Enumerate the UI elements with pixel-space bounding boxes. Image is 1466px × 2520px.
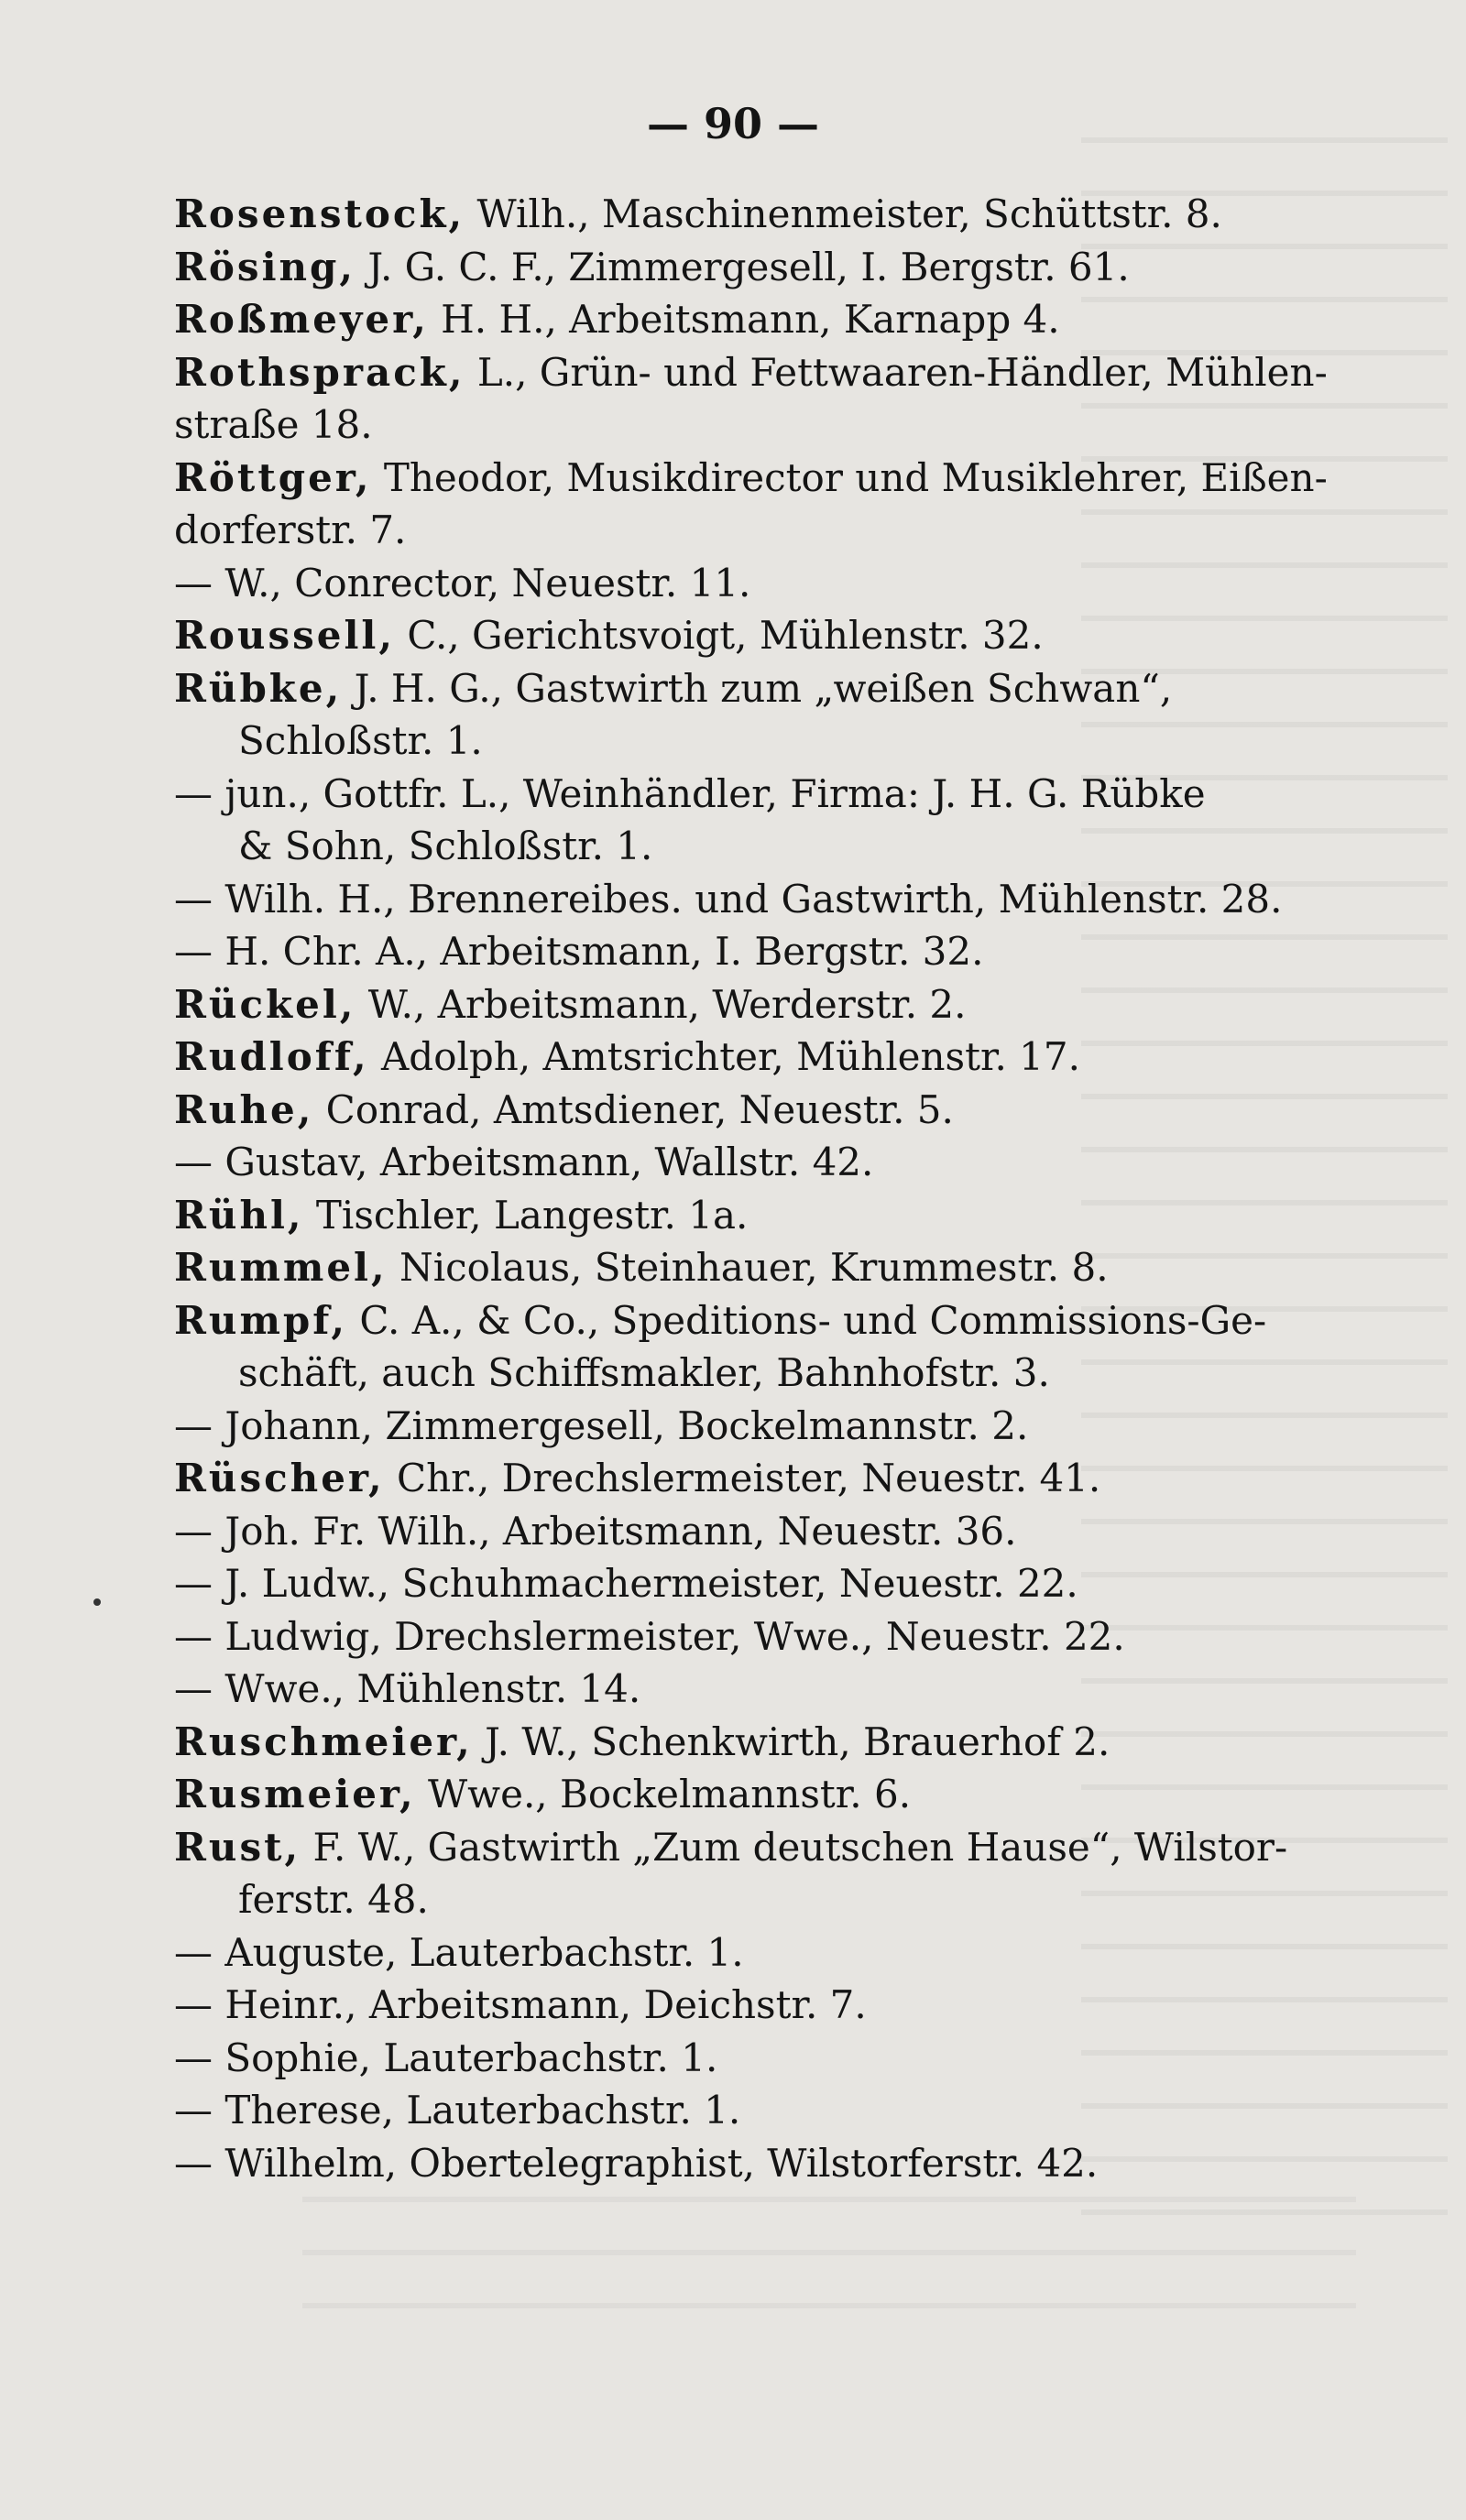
entry-details: — Johann, Zimmergesell, Bockelmannstr. 2. [174, 1402, 1029, 1448]
directory-line [174, 1452, 1365, 1505]
directory-line [174, 398, 1365, 452]
surname: Roßmeyer, [174, 297, 429, 342]
entry-details: J. G. C. F., Zimmergesell, I. Bergstr. 61. [356, 244, 1130, 289]
entry-details: Wilh., Maschinenmeister, Schüttstr. 8. [465, 191, 1222, 236]
directory-line [174, 1031, 1365, 1084]
entry-details: H. H., Arbeitsmann, Karnapp 4. [428, 297, 1060, 342]
surname: Roussell, [174, 613, 395, 658]
entry-details: — H. Chr. A., Arbeitsmann, I. Bergstr. 32. [174, 929, 984, 974]
bleed-through-text-lower [302, 2180, 1356, 2345]
directory-line [174, 1821, 1365, 1874]
directory-line [174, 1505, 1365, 1558]
directory-entries [174, 188, 1365, 2189]
directory-line [174, 1400, 1365, 1453]
directory-line [174, 820, 1365, 873]
surname: Rüscher, [174, 1456, 385, 1500]
entry-details: ferstr. 48. [238, 1877, 429, 1922]
entry-details: — Wilh. H., Brennereibes. und Gastwirth, Mühlenstr. 28. [174, 876, 1283, 922]
entry-details: Wwe., Bockelmannstr. 6. [415, 1772, 912, 1816]
directory-line [174, 1610, 1365, 1664]
directory-line [174, 1716, 1365, 1769]
directory-line [174, 1873, 1365, 1926]
entry-details: Conrad, Amtsdiener, Neuestr. 5. [313, 1086, 954, 1132]
surname: Rumpf, [174, 1297, 348, 1343]
entry-details: — jun., Gottfr. L., Weinhändler, Firma: J. H. G. Rübke [174, 770, 1206, 816]
entry-details: — J. Ludw., Schuhmachermeister, Neuestr. 22. [174, 1561, 1078, 1606]
surname: Rübke, [174, 665, 343, 711]
entry-details: Theodor, Musikdirector und Musiklehrer, Eißen- [371, 454, 1328, 500]
directory-line [174, 1768, 1365, 1821]
directory-line [174, 873, 1365, 926]
directory-line [174, 452, 1365, 505]
surname: Ruschmeier, [174, 1718, 473, 1764]
surname: Rühl, [174, 1192, 304, 1238]
entry-details: Tischler, Langestr. 1a. [303, 1192, 749, 1238]
directory-line [174, 1189, 1365, 1242]
surname: Rückel, [174, 981, 356, 1027]
entry-details: schäft, auch Schiffsmakler, Bahnhofstr. 3. [238, 1350, 1050, 1395]
surname: Rummel, [174, 1245, 388, 1290]
directory-line [174, 1084, 1365, 1137]
directory-line [174, 1294, 1365, 1347]
directory-line [174, 978, 1365, 1031]
entry-details: J. W., Schenkwirth, Brauerhof 2. [472, 1718, 1110, 1764]
directory-line [174, 188, 1365, 241]
entry-details: — Ludwig, Drechslermeister, Wwe., Neuestr. 22. [174, 1613, 1125, 1659]
directory-line [174, 768, 1365, 821]
entry-details: F. W., Gastwirth „Zum deutschen Hause“, Wilstor- [301, 1824, 1288, 1870]
directory-line [174, 293, 1365, 346]
directory-line [174, 1663, 1365, 1716]
entry-details: — Heinr., Arbeitsmann, Deichstr. 7. [174, 1982, 867, 2027]
entry-details: — Wwe., Mühlenstr. 14. [174, 1666, 641, 1711]
entry-details: — Auguste, Lauterbachstr. 1. [174, 1929, 744, 1975]
entry-details: — Gustav, Arbeitsmann, Wallstr. 42. [174, 1140, 874, 1184]
directory-line [174, 1557, 1365, 1610]
directory-line [174, 557, 1365, 610]
directory-line [174, 1136, 1365, 1189]
entry-details: — W., Conrector, Neuestr. 11. [174, 560, 751, 605]
entry-details: C. A., & Co., Speditions- und Commissions-Ge- [347, 1297, 1267, 1343]
page-number: — 90 — [646, 99, 820, 148]
directory-line [174, 1241, 1365, 1294]
directory-line [174, 241, 1365, 294]
entry-details: C., Gerichtsvoigt, Mühlenstr. 32. [395, 613, 1044, 658]
directory-line [174, 2084, 1365, 2137]
surname: Rusmeier, [174, 1772, 416, 1816]
surname: Rösing, [174, 244, 356, 289]
entry-details: Nicolaus, Steinhauer, Krummestr. 8. [387, 1245, 1109, 1290]
entry-details: Adolph, Amtsrichter, Mühlenstr. 17. [368, 1034, 1080, 1079]
directory-line [174, 1926, 1365, 1980]
entry-details: straße 18. [174, 402, 373, 447]
surname: Rudloff, [174, 1034, 369, 1079]
directory-line [174, 925, 1365, 978]
surname: Rust, [174, 1824, 301, 1870]
ink-speck [93, 1598, 101, 1606]
surname: Ruhe, [174, 1086, 314, 1132]
directory-line [174, 715, 1365, 768]
entry-details: — Sophie, Lauterbachstr. 1. [174, 2035, 718, 2080]
entry-details: J. H. G., Gastwirth zum „weißen Schwan“, [342, 665, 1173, 711]
directory-line [174, 504, 1365, 557]
entry-details: — Therese, Lauterbachstr. 1. [174, 2088, 741, 2133]
entry-details: — Wilhelm, Obertelegraphist, Wilstorferstr. 42. [174, 2140, 1099, 2186]
entry-details: Chr., Drechslermeister, Neuestr. 41. [384, 1456, 1101, 1500]
surname: Rothsprack, [174, 349, 465, 395]
entry-details: W., Arbeitsmann, Werderstr. 2. [356, 981, 967, 1027]
directory-line [174, 609, 1365, 662]
directory-line [174, 1979, 1365, 2032]
directory-line [174, 2032, 1365, 2085]
directory-line [174, 2137, 1365, 2190]
entry-details: L., Grün- und Fettwaaren-Händler, Mühlen- [465, 349, 1328, 395]
entry-details: dorferstr. 7. [174, 507, 407, 552]
entry-details: & Sohn, Schloßstr. 1. [238, 824, 653, 868]
surname: Röttger, [174, 454, 372, 500]
entry-details: Schloßstr. 1. [238, 718, 483, 763]
directory-line [174, 662, 1365, 715]
directory-line [174, 1347, 1365, 1400]
entry-details: — Joh. Fr. Wilh., Arbeitsmann, Neuestr. 36. [174, 1508, 1017, 1554]
directory-line [174, 346, 1365, 399]
surname: Rosenstock, [174, 191, 465, 236]
